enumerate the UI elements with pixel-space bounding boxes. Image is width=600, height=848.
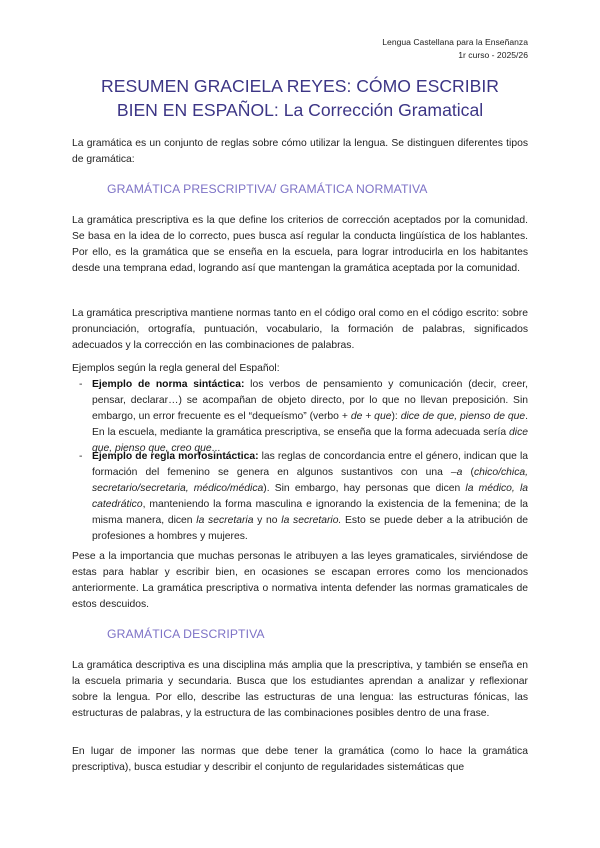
item-text: las reglas de concordancia entre el género, indican que la formación del femenino se genera en algunos sustantivos con una xyxy=(92,451,528,478)
descriptiva-paragraph-1: La gramática descriptiva es una disciplina más amplia que la prescriptiva, y también se enseña en la escuela primaria y secundaria. Busca que los estudiantes aprendan a analizar y reflexionar sobre la lengua. Por ello, describe las estructuras de una lengua: las estructuras fónicas, las estructuras de palabras, y la estructura de las combinaciones posibles dentro de una frase. xyxy=(72,660,528,719)
descriptiva-paragraph-2: En lugar de imponer las normas que debe tener la gramática (como lo hace la gramática prescriptiva), busca estudiar y describir el conjunto de regularidades sistemáticas que xyxy=(72,746,528,773)
item-text: , manteniendo la forma masculina e ignorando la existencia de la femenina; de la misma manera, dicen xyxy=(92,498,528,526)
item-example: de + que xyxy=(350,410,392,422)
item-label: Ejemplo de regla morfosintáctica: xyxy=(92,451,259,462)
examples-intro: Ejemplos según la regla general del Español: xyxy=(72,363,280,374)
list-item-morfosintactica xyxy=(79,449,528,544)
item-example: la secretaria xyxy=(196,514,254,526)
prescriptiva-paragraph-1: La gramática prescriptiva es la que define los criterios de corrección aceptados por la comunidad. Se basa en la idea de lo correcto, pues busca así regular la conducta lingüística de los hablantes. Por ello, es la gramática que se enseña en la escuela, para lograr introducirla en los habitantes desde una temprana edad, logrando así que mantengan la gramática aceptada por la comunidad. xyxy=(72,215,528,274)
item-example: la secretario. xyxy=(281,514,342,526)
list-bullet: - xyxy=(79,451,83,462)
item-text: ). Sin embargo, hay personas que dicen xyxy=(263,482,466,494)
item-text: y no xyxy=(253,514,282,526)
intro-paragraph: La gramática es un conjunto de reglas sobre cómo utilizar la lengua. Se distinguen diferentes tipos de gramática: xyxy=(72,138,528,165)
item-example: –a xyxy=(450,466,463,478)
section-heading-descriptiva: GRAMÁTICA DESCRIPTIVA xyxy=(107,627,265,641)
course-name: Lengua Castellana para la Enseñanza xyxy=(382,37,528,47)
section-heading-prescriptiva: GRAMÁTICA PRESCRIPTIVA/ GRAMÁTICA NORMATIVA xyxy=(107,182,428,196)
title-line-1: RESUMEN GRACIELA REYES: CÓMO ESCRIBIR xyxy=(101,76,499,96)
item-text: ( xyxy=(462,466,474,478)
item-text: ): xyxy=(391,410,401,422)
item-example: la médico, la catedrático xyxy=(92,482,528,510)
item-text: Esto se puede deber a la atribución de profesiones a hombres y mujeres. xyxy=(92,514,528,542)
item-text: los verbos de pensamiento y comunicación (decir, creer, pensar, declarar…) se acompañan de objeto directo, por lo que no llevan preposición. Sin embargo, un error frecuente es el “dequeísmo” (verbo + xyxy=(92,379,528,422)
prescriptiva-paragraph-3: Pese a la importancia que muchas personas le atribuyen a las leyes gramaticales, sirviéndose de estas para hablar y escribir bien, en ocasiones se escapan errores como los mencionados anteriormente. La gramática prescriptiva o normativa intenta defender las normas gramaticales de estos descuidos. xyxy=(72,551,528,610)
list-item-sintactica xyxy=(79,377,528,457)
item-label: Ejemplo de norma sintáctica: xyxy=(92,379,245,390)
list-bullet: - xyxy=(79,379,83,390)
page-header xyxy=(382,36,528,61)
document-title xyxy=(72,74,528,122)
course-year: 1r curso - 2025/26 xyxy=(458,49,528,60)
item-text: ... xyxy=(211,442,221,454)
item-text: . En la escuela, mediante la gramática prescriptiva, se enseña que la forma adecuada sería xyxy=(92,410,528,438)
item-example: dice de que, pienso de que xyxy=(400,410,526,422)
title-line-2: BIEN EN ESPAÑOL: La Corrección Gramatical xyxy=(116,100,484,120)
prescriptiva-paragraph-2: La gramática prescriptiva mantiene normas tanto en el código oral como en el código escrito: sobre pronunciación, ortografía, puntuación, vocabulario, la formación de palabras, significados adecuados y la corrección en las combinaciones de palabras. xyxy=(72,308,528,351)
item-example: chico/chica, secretario/secretaria, médico/médica xyxy=(92,466,528,494)
item-example: dice que, pienso que, creo que xyxy=(92,426,528,454)
